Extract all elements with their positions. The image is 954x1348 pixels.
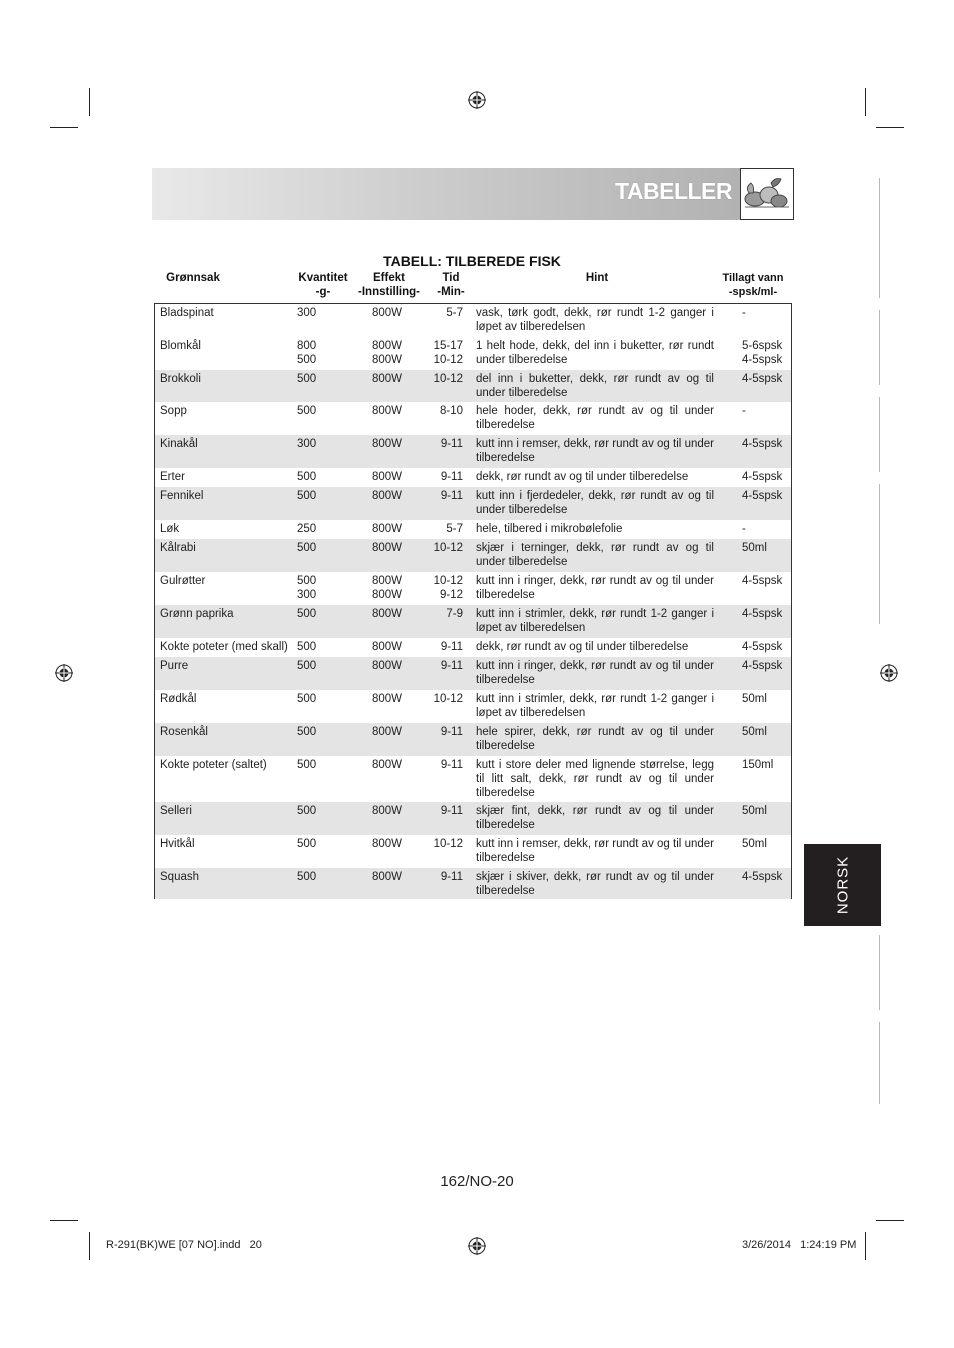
- column-header-power: Effekt -Innstilling-: [358, 272, 420, 298]
- cell-qty: 500: [297, 471, 317, 483]
- table-row: [155, 337, 791, 370]
- cell-veg: Hvitkål: [160, 838, 195, 850]
- crop-mark: [865, 1232, 866, 1260]
- cell-veg: Kokte poteter (med skall): [160, 641, 288, 653]
- cell-power: 800W: [372, 641, 403, 653]
- cell-power: 800W: [372, 373, 403, 385]
- cell-power: 800W: [372, 693, 403, 705]
- cell-time: 15-17 10-12: [433, 340, 463, 366]
- cell-time: 5-7: [446, 307, 463, 319]
- cell-hint: kutt inn i strimler, dekk, rør rundt 1-2 ganger i løpet av tilberedelsen: [476, 693, 714, 719]
- registration-mark-icon: [55, 664, 73, 682]
- cell-water: 4-5spsk: [742, 575, 783, 587]
- table-row: [155, 370, 791, 402]
- cell-water: 4-5spsk: [742, 471, 783, 483]
- cell-time: 10-12 9-12: [433, 575, 463, 601]
- cell-water: 4-5spsk: [742, 660, 783, 672]
- cell-veg: Erter: [160, 471, 185, 483]
- table-row: [155, 638, 791, 657]
- cell-time: 9-11: [440, 438, 463, 450]
- table-row: [155, 756, 791, 802]
- cell-hint: del inn i buketter, dekk, rør rundt av og til under tilberedelse: [476, 373, 714, 399]
- cell-time: 10-12: [433, 693, 463, 705]
- side-divider: [879, 484, 880, 624]
- footer-filename: R-291(BK)WE [07 NO].indd 20: [106, 1239, 262, 1251]
- cell-power: 800W 800W: [372, 340, 403, 366]
- cell-water: 4-5spsk: [742, 641, 783, 653]
- cell-veg: Brokkoli: [160, 373, 201, 385]
- cell-qty: 500: [297, 660, 317, 672]
- side-divider: [879, 935, 880, 1010]
- table-row: [155, 402, 791, 435]
- cell-water: 50ml: [742, 693, 767, 705]
- cell-hint: dekk, rør rundt av og til under tilberedelse: [476, 471, 689, 483]
- cell-time: 9-11: [440, 805, 463, 817]
- cell-time: 9-11: [440, 641, 463, 653]
- cell-water: -: [742, 405, 746, 417]
- footer-timestamp: 3/26/2014 1:24:19 PM: [742, 1239, 857, 1251]
- crop-mark: [89, 1232, 90, 1260]
- column-header-water: Tillagt vann -spsk/ml-: [722, 272, 784, 298]
- table-row: [155, 657, 791, 690]
- cell-hint: kutt inn i remser, dekk, rør rundt av og til under tilberedelse: [476, 838, 714, 864]
- cell-time: 10-12: [433, 542, 463, 554]
- cell-power: 800W: [372, 871, 403, 883]
- cell-hint: 1 helt hode, dekk, del inn i buketter, rør rundt under tilberedelse: [476, 340, 714, 366]
- cell-power: 800W: [372, 471, 403, 483]
- cell-qty: 500: [297, 805, 317, 817]
- side-divider: [879, 1022, 880, 1104]
- column-header-quantity: Kvantitet -g-: [298, 272, 348, 298]
- cell-qty: 500: [297, 608, 317, 620]
- cell-veg: Løk: [160, 523, 180, 535]
- cell-water: 50ml: [742, 805, 767, 817]
- crop-mark: [876, 1220, 904, 1221]
- table-row: [155, 835, 791, 868]
- cell-time: 9-11: [440, 660, 463, 672]
- side-divider: [879, 310, 880, 385]
- cell-power: 800W: [372, 490, 403, 502]
- cell-water: 4-5spsk: [742, 490, 783, 502]
- column-header-time: Tid -Min-: [437, 272, 465, 298]
- cell-hint: hele hoder, dekk, rør rundt av og til under tilberedelse: [476, 405, 714, 431]
- cell-veg: Rosenkål: [160, 726, 208, 738]
- cell-power: 800W: [372, 660, 403, 672]
- cell-time: 9-11: [440, 726, 463, 738]
- registration-mark-icon: [468, 1237, 486, 1255]
- cell-qty: 500: [297, 373, 317, 385]
- table-row: [155, 520, 791, 539]
- cell-qty: 500: [297, 726, 317, 738]
- cell-power: 800W: [372, 838, 403, 850]
- table-row: [155, 572, 791, 605]
- cell-time: 9-11: [440, 490, 463, 502]
- table-row: [155, 868, 791, 899]
- cell-veg: Purre: [160, 660, 189, 672]
- crop-mark: [50, 1220, 78, 1221]
- table-row: [155, 304, 791, 337]
- cell-hint: skjær fint, dekk, rør rundt av og til under tilberedelse: [476, 805, 714, 831]
- cell-qty: 500: [297, 490, 317, 502]
- cell-power: 800W: [372, 608, 403, 620]
- cell-power: 800W: [372, 805, 403, 817]
- cell-water: 50ml: [742, 542, 767, 554]
- cell-power: 800W: [372, 726, 403, 738]
- cooking-table: [154, 303, 792, 899]
- cell-veg: Gulrøtter: [160, 575, 206, 587]
- cell-time: 10-12: [433, 373, 463, 385]
- table-title: TABELL: TILBEREDE FISK: [383, 253, 561, 269]
- header-icon-box: [740, 168, 794, 220]
- crop-mark: [50, 127, 78, 128]
- cell-power: 800W: [372, 438, 403, 450]
- cell-hint: kutt inn i remser, dekk, rør rundt av og til under tilberedelse: [476, 438, 714, 464]
- cell-water: -: [742, 307, 746, 319]
- cell-hint: kutt i store deler med lignende størrelse, legg til litt salt, dekk, rør rundt av og til under tilberedelse: [476, 759, 714, 799]
- page-number: 162/NO-20: [440, 1173, 514, 1190]
- cell-power: 800W: [372, 542, 403, 554]
- cell-water: 50ml: [742, 726, 767, 738]
- cell-time: 7-9: [446, 608, 463, 620]
- table-row: [155, 802, 791, 835]
- cell-power: 800W: [372, 523, 403, 535]
- cell-veg: Fennikel: [160, 490, 204, 502]
- crop-mark: [876, 127, 904, 128]
- cell-qty: 500: [297, 838, 317, 850]
- cell-qty: 500: [297, 693, 317, 705]
- table-row: [155, 605, 791, 638]
- crop-mark: [89, 88, 90, 116]
- cell-veg: Kinakål: [160, 438, 198, 450]
- cell-veg: Kokte poteter (saltet): [160, 759, 267, 771]
- cell-qty: 300: [297, 307, 317, 319]
- cell-water: 50ml: [742, 838, 767, 850]
- cell-time: 9-11: [440, 471, 463, 483]
- cell-water: 4-5spsk: [742, 373, 783, 385]
- cell-hint: hele spirer, dekk, rør rundt av og til under tilberedelse: [476, 726, 714, 752]
- table-row: [155, 487, 791, 520]
- side-divider: [879, 178, 880, 298]
- table-row: [155, 723, 791, 756]
- cell-time: 10-12: [433, 838, 463, 850]
- cell-hint: skjær i skiver, dekk, rør rundt av og til under tilberedelse: [476, 871, 714, 897]
- cell-veg: Grønn paprika: [160, 608, 234, 620]
- cell-power: 800W 800W: [372, 575, 403, 601]
- column-header-hint: Hint: [585, 272, 609, 284]
- crop-mark: [865, 88, 866, 116]
- cell-water: 4-5spsk: [742, 871, 783, 883]
- cell-hint: kutt inn i strimler, dekk, rør rundt 1-2 ganger i løpet av tilberedelsen: [476, 608, 714, 634]
- column-header-vegetable: Grønnsak: [166, 272, 220, 284]
- side-divider: [879, 397, 880, 472]
- vegetables-icon: [741, 169, 793, 219]
- cell-power: 800W: [372, 759, 403, 771]
- cell-veg: Kålrabi: [160, 542, 196, 554]
- table-row: [155, 435, 791, 468]
- cell-veg: Squash: [160, 871, 200, 883]
- cell-time: 9-11: [440, 871, 463, 883]
- table-row: [155, 539, 791, 572]
- cell-qty: 500: [297, 871, 317, 883]
- table-row: [155, 690, 791, 723]
- cell-water: 4-5spsk: [742, 608, 783, 620]
- registration-mark-icon: [880, 664, 898, 682]
- cell-qty: 500: [297, 641, 317, 653]
- cell-hint: kutt inn i ringer, dekk, rør rundt av og til under tilberedelse: [476, 575, 714, 601]
- page-title: TABELLER: [615, 178, 732, 204]
- cell-qty: 500 300: [297, 575, 317, 601]
- cell-time: 8-10: [439, 405, 463, 417]
- cell-water: -: [742, 523, 746, 535]
- cell-power: 800W: [372, 307, 403, 319]
- registration-mark-icon: [468, 91, 486, 109]
- cell-qty: 250: [297, 523, 317, 535]
- cell-hint: hele, tilbered i mikrobølefolie: [476, 523, 623, 535]
- cell-veg: Bladspinat: [160, 307, 214, 319]
- cell-hint: kutt inn i fjerdedeler, dekk, rør rundt av og til under tilberedelse: [476, 490, 714, 516]
- cell-qty: 500: [297, 405, 317, 417]
- cell-water: 150ml: [742, 759, 774, 771]
- cell-veg: Selleri: [160, 805, 192, 817]
- cell-hint: kutt inn i ringer, dekk, rør rundt av og til under tilberedelse: [476, 660, 714, 686]
- language-label: NORSK: [834, 855, 851, 915]
- cell-qty: 300: [297, 438, 317, 450]
- language-tab: [804, 844, 881, 926]
- cell-qty: 500: [297, 759, 317, 771]
- cell-veg: Rødkål: [160, 693, 197, 705]
- cell-water: 4-5spsk: [742, 438, 783, 450]
- cell-qty: 800 500: [297, 340, 317, 366]
- cell-hint: dekk, rør rundt av og til under tilberedelse: [476, 641, 689, 653]
- cell-hint: vask, tørk godt, dekk, rør rundt 1-2 ganger i løpet av tilberedelsen: [476, 307, 714, 333]
- cell-hint: skjær i terninger, dekk, rør rundt av og til under tilberedelse: [476, 542, 714, 568]
- cell-veg: Blomkål: [160, 340, 201, 352]
- cell-time: 5-7: [446, 523, 463, 535]
- table-row: [155, 468, 791, 487]
- cell-veg: Sopp: [160, 405, 187, 417]
- cell-time: 9-11: [440, 759, 463, 771]
- cell-qty: 500: [297, 542, 317, 554]
- cell-power: 800W: [372, 405, 403, 417]
- cell-water: 5-6spsk 4-5spsk: [742, 340, 783, 366]
